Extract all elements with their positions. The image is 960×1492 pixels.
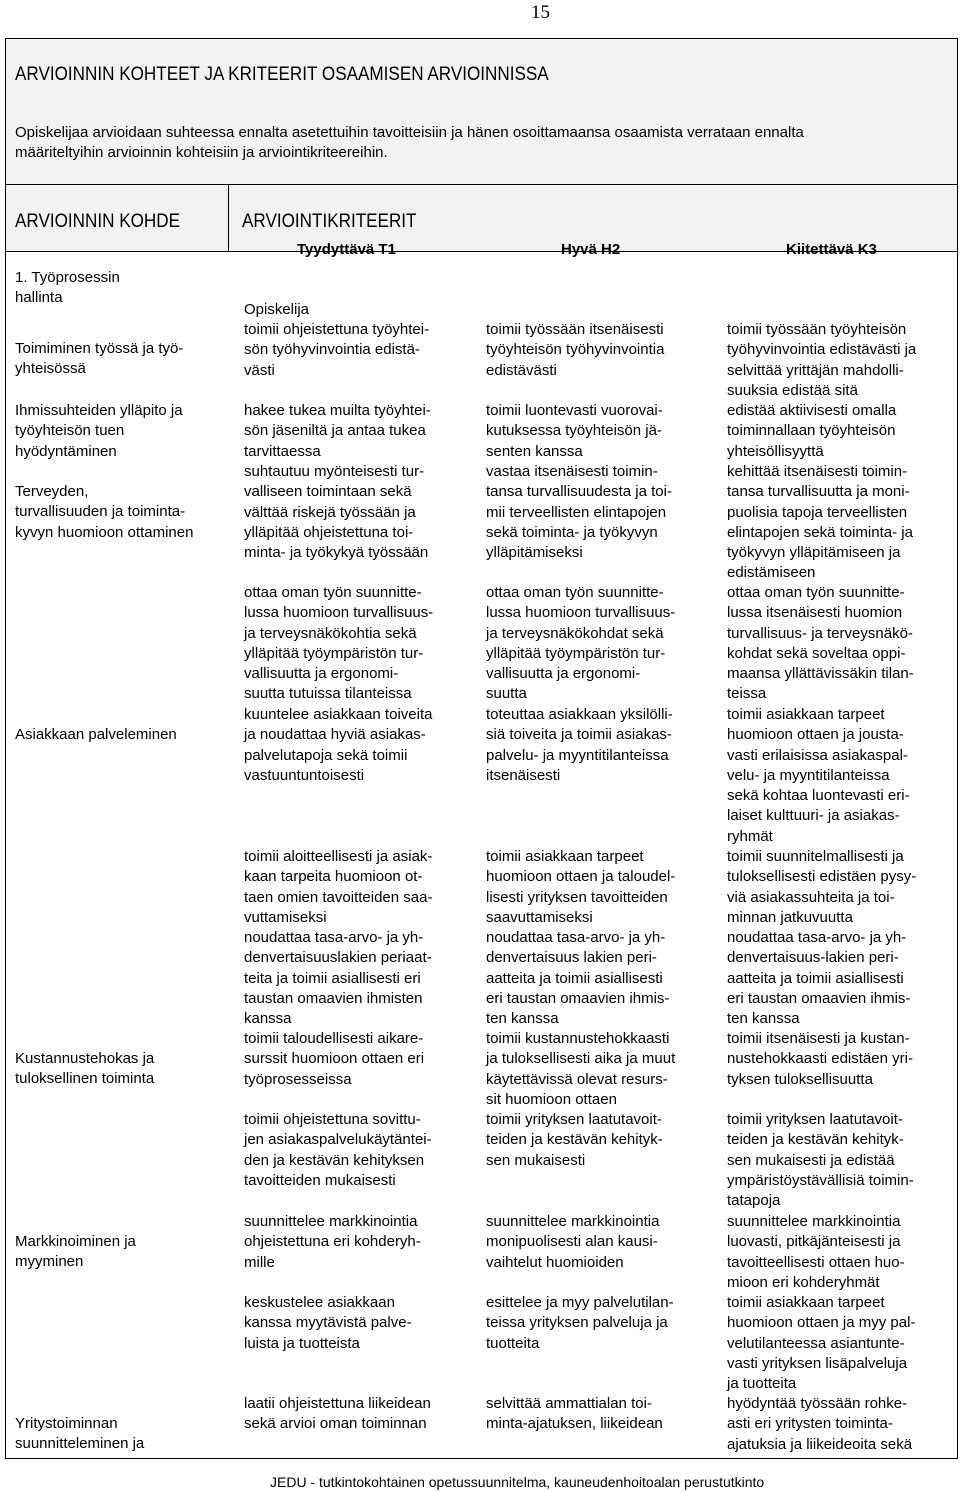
text-line: velutilanteessa asiantunte- (727, 1334, 905, 1352)
text-line: hyödyntäminen (15, 442, 117, 460)
text-line: minnan jatkuvuutta (727, 908, 853, 926)
text-line: aatteita ja toimii asiallisesti (486, 969, 663, 987)
text-line: ja terveysnäkökohdat sekä (486, 624, 664, 642)
column-divider (228, 184, 229, 251)
text-line: toimii asiakkaan tarpeet (727, 1294, 885, 1311)
level-k3-header: Kiitettävä K3 (786, 241, 877, 258)
text-line: huomioon ottaen ja jousta- (727, 726, 904, 744)
text-line: mioon eri kohderyhmät (727, 1273, 880, 1291)
criteria-cell-t1 (244, 1212, 421, 1273)
criteria-cell-h2 (486, 1029, 675, 1110)
text-line: kohdat sekä soveltaa oppi- (727, 644, 906, 662)
text-line: ohjeistettuna eri kohderyh- (244, 1233, 421, 1251)
text-line: ja tuotteita (727, 1375, 797, 1393)
text-line: toteuttaa asiakkaan yksilölli- (486, 706, 673, 723)
text-line: tuloksellisesti edistäen pysy- (727, 868, 917, 886)
text-line: velu- ja myyntitilanteissa (727, 766, 890, 784)
text-line: teissa (727, 685, 767, 703)
text-line: tuloksellinen toiminta (15, 1070, 155, 1088)
criteria-cell-h2 (486, 320, 664, 381)
text-line: nustehokkaasti edistäen yri- (727, 1050, 913, 1068)
text-line: toimii aloitteellisesti ja asiak- (244, 848, 433, 865)
criteria-cell-t1 (244, 705, 432, 786)
text-line: yhteisössä (15, 360, 86, 378)
text-line: sön työhyvinvointia edistä- (244, 341, 420, 359)
text-line: selvittää ammattialan toi- (486, 1395, 652, 1412)
assessment-target (15, 482, 193, 543)
criteria-cell-h2 (486, 583, 675, 705)
text-line: maansa yllättävissäkin tilan- (727, 665, 914, 683)
text-line: toimii asiakkaan tarpeet (727, 706, 885, 723)
text-line: keskustelee asiakkaan (244, 1294, 395, 1311)
text-line: hakee tukea muilta työyhtei- (244, 402, 431, 419)
text-line: ylläpitämiseksi (486, 544, 583, 562)
text-line: sekä toiminta- ja työkyvyn (486, 523, 658, 541)
text-line: turvallisuuden ja toiminta- (15, 503, 186, 521)
criteria-cell-k3 (727, 1394, 912, 1455)
assessment-target (15, 1414, 144, 1455)
text-line: sön jäseniltä ja antaa tukea (244, 422, 426, 440)
criteria-cell-h2 (486, 847, 675, 928)
text-line: jen asiakaspalvelukäytäntei- (244, 1131, 432, 1149)
text-line: noudattaa tasa-arvo- ja yh- (244, 929, 424, 946)
criteria-cell-k3 (727, 1029, 913, 1090)
text-line: vasti yrityksen lisäpalveluja (727, 1354, 908, 1372)
text-line: huomioon ottaen ja taloudel- (486, 868, 676, 886)
text-line: suutta (486, 685, 527, 703)
text-line: palvelu- ja myyntitilanteissa (486, 746, 669, 764)
intro-text (15, 123, 950, 163)
criteria-cell-t1 (244, 462, 428, 563)
criteria-cell-k3 (727, 928, 910, 1029)
text-line: Markkinoiminen ja (15, 1233, 136, 1250)
criteria-cell-k3 (727, 1110, 914, 1211)
text-line: toimii itsenäisesti ja kustan- (727, 1030, 910, 1047)
text-line: aatteita ja toimii asiallisesti (727, 969, 904, 987)
text-line: kuuntelee asiakkaan toiveita (244, 706, 433, 723)
text-line: vallisuutta ja ergonomi- (486, 665, 641, 683)
text-line: saavuttamiseksi (486, 908, 593, 926)
text-line: kanssa myytävistä palve- (244, 1314, 412, 1332)
assessment-target (15, 339, 183, 380)
text-line: ottaa oman työn suunnitte- (486, 584, 664, 601)
criteria-cell-k3 (727, 1293, 915, 1394)
text-line: palvelutapoja sekä toimii (244, 746, 408, 764)
text-line: Yritystoiminnan (15, 1415, 118, 1432)
text-line: suunnittelee markkinointia (486, 1213, 660, 1230)
text-line: suunnittelee markkinointia (244, 1213, 418, 1230)
text-line: ylläpitää työympäristön tur- (486, 644, 666, 662)
text-line: asti eri yritysten toiminta- (727, 1415, 893, 1433)
text-line: edistää aktiivisesti omalla (727, 402, 897, 419)
text-line: taustan omaavien ihmisten (244, 989, 423, 1007)
text-line: minta- ja työkykyä työssään (244, 544, 429, 562)
text-line: selvittää yrittäjän mahdolli- (727, 361, 904, 379)
criteria-cell-k3 (727, 847, 916, 928)
criteria-cell-k3 (727, 705, 910, 847)
criteria-cell-t1 (244, 320, 429, 381)
criteria-cell-k3 (727, 1212, 905, 1293)
text-line: puolisia tapoja terveellisten (727, 503, 908, 521)
text-line: teiden ja kestävän kehityk- (727, 1131, 904, 1149)
text-line: työyhteisön tuen (15, 422, 125, 440)
text-line: denvertaisuuslakien periaat- (244, 949, 432, 967)
criteria-cell-k3 (727, 583, 914, 705)
text-line: vaihtelut huomioiden (486, 1253, 624, 1271)
text-line: senten kanssa (486, 442, 583, 460)
text-line: työkyvyn ylläpitämiseen ja (727, 544, 901, 562)
text-line: toimii ohjeistettuna sovittu- (244, 1111, 421, 1128)
text-line: laiset kulttuuri- ja asiakas- (727, 807, 900, 825)
text-line: hallinta (15, 289, 63, 307)
text-line: toimii ohjeistettuna työyhtei- (244, 321, 430, 338)
criteria-cell-h2 (486, 1293, 674, 1354)
text-line: sit huomioon ottaen (486, 1090, 617, 1108)
text-line: toimii kustannustehokkaasti (486, 1030, 670, 1047)
text-line: kaan tarpeita huomioon ot- (244, 868, 423, 886)
text-line: eri taustan omaavien ihmis- (727, 989, 911, 1007)
text-line: minta-ajatuksen, liikeidean (486, 1415, 663, 1433)
text-line: ryhmät (727, 827, 773, 845)
text-line: sen mukaisesti ja edistää (727, 1151, 895, 1169)
text-line: sekä kohtaa luontevasti eri- (727, 787, 910, 805)
criteria-cell-t1 (244, 1394, 431, 1435)
student-label: Opiskelija (244, 301, 310, 318)
text-line: toimii työssään työyhteisön (727, 321, 907, 338)
text-line: noudattaa tasa-arvo- ja yh- (486, 929, 666, 946)
criteria-cell-t1 (244, 847, 432, 928)
text-line: kutuksessa työyhteisön jä- (486, 422, 662, 440)
text-line: valliseen toimintaan sekä (244, 483, 412, 501)
text-line: vastuuntuntoisesti (244, 766, 365, 784)
text-line: teiden ja kestävän kehityk- (486, 1131, 663, 1149)
text-line: laatii ohjeistettuna liikeidean (244, 1395, 431, 1412)
criteria-cell-h2 (486, 1110, 663, 1171)
text-line: työyhteisön työhyvinvointia (486, 341, 665, 359)
assessment-target (15, 268, 120, 309)
criteria-cell-t1 (244, 583, 433, 705)
text-line: tansa turvallisuutta ja moni- (727, 483, 910, 501)
text-line: työprosesseissa (244, 1070, 352, 1088)
intro-line: määriteltyihin arvioinnin kohteisiin ja arviointikriteereihin. (15, 144, 388, 161)
text-line: tavoitteellisesti ottaen huo- (727, 1253, 905, 1271)
text-line: lisesti yrityksen tavoitteiden (486, 888, 668, 906)
text-line: denvertaisuus lakien peri- (486, 949, 657, 967)
text-line: huomioon ottaen ja myy pal- (727, 1314, 916, 1332)
text-line: edistämiseen (727, 564, 816, 582)
criteria-cell-h2 (486, 705, 673, 786)
text-line: turvallisuus- ja terveysnäkö- (727, 624, 913, 642)
assessment-target (15, 725, 177, 745)
text-line: toimii yrityksen laatutavoit- (486, 1111, 662, 1128)
text-line: 1. Työprosessin (15, 269, 120, 286)
text-line: ajatuksia ja liikeideoita sekä (727, 1435, 913, 1453)
text-line: itsenäisesti (486, 766, 561, 784)
text-line: luovasti, pitkäjänteisesti ja (727, 1233, 901, 1251)
text-line: esittelee ja myy palvelutilan- (486, 1294, 674, 1311)
text-line: hyödyntää työssään rohke- (727, 1395, 908, 1412)
text-line: lussa itsenäisesti huomion (727, 604, 903, 622)
text-line: surssit huomioon ottaen eri (244, 1050, 425, 1068)
text-line: toimii luontevasti vuorovai- (486, 402, 663, 419)
intro-line: Opiskelijaa arvioidaan suhteessa ennalta asetettuihin tavoitteisiin ja hänen osoittamaansa osaamista verrataan ennalta (15, 124, 804, 141)
text-line: viä asiakassuhteita ja toi- (727, 888, 895, 906)
text-line: monipuolisesti alan kausi- (486, 1233, 658, 1251)
section-heading: ARVIOINNIN KOHTEET JA KRITEERIT OSAAMISEN ARVIOINNISSA (15, 64, 549, 85)
text-line: elintapojen sekä toiminta- ja (727, 523, 913, 541)
text-line: mii terveellisten elintapojen (486, 503, 667, 521)
text-line: teissa yrityksen palveluja ja (486, 1314, 668, 1332)
text-line: kyvyn huomioon ottaminen (15, 523, 194, 541)
page-number: 15 (531, 2, 550, 23)
text-line: teita ja toimii asiallisesti eri (244, 969, 421, 987)
page-footer: JEDU - tutkintokohtainen opetussuunnitelma, kauneudenhoitoalan perustutkinto (270, 1474, 765, 1490)
text-line: Ihmissuhteiden ylläpito ja (15, 402, 183, 419)
text-line: denvertaisuus-lakien peri- (727, 949, 899, 967)
text-line: Terveyden, (15, 483, 89, 500)
text-line: toimii yrityksen laatutavoit- (727, 1111, 903, 1128)
text-line: edistävästi (486, 361, 557, 379)
text-line: suunnitteleminen ja (15, 1435, 145, 1453)
text-line: vuttamiseksi (244, 908, 327, 926)
text-line: sekä arvioi oman toiminnan (244, 1415, 427, 1433)
text-line: västi (244, 361, 275, 379)
text-line: noudattaa tasa-arvo- ja yh- (727, 929, 907, 946)
text-line: välttää riskejä työssään ja (244, 503, 416, 521)
text-line: ten kanssa (486, 1010, 559, 1028)
text-line: käytettävissä olevat resurs- (486, 1070, 668, 1088)
text-line: eri taustan omaavien ihmis- (486, 989, 670, 1007)
divider (6, 184, 957, 185)
text-line: tyksen tuloksellisuutta (727, 1070, 873, 1088)
text-line: suutta tutuissa tilanteissa (244, 685, 412, 703)
text-line: ja terveysnäkökohtia sekä (244, 624, 417, 642)
level-h2-header: Hyvä H2 (561, 241, 621, 258)
text-line: mille (244, 1253, 275, 1271)
text-line: myyminen (15, 1253, 84, 1271)
text-line: ottaa oman työn suunnitte- (244, 584, 422, 601)
criteria-cell-k3 (727, 320, 916, 401)
text-line: tansa turvallisuudesta ja toi- (486, 483, 672, 501)
criteria-cell-h2 (486, 1212, 659, 1273)
text-line: ja noudattaa hyviä asiakas- (244, 726, 426, 744)
text-line: Kustannustehokas ja (15, 1050, 155, 1067)
assessment-target (15, 1049, 154, 1090)
criteria-cell-h2 (486, 401, 663, 462)
criteria-cell-t1 (244, 401, 431, 462)
criteria-cell-k3 (727, 401, 896, 462)
text-line: Asiakkaan palveleminen (15, 726, 177, 743)
text-line: kanssa (244, 1010, 292, 1028)
text-line: suhtautuu myönteisesti tur- (244, 463, 425, 480)
text-line: ten kanssa (727, 1010, 800, 1028)
text-line: toiminnallaan työyhteisön (727, 422, 896, 440)
criteria-cell-t1 (244, 1029, 424, 1090)
text-line: den ja kestävän kehityksen (244, 1151, 425, 1169)
text-line: ylläpitää työympäristön tur- (244, 644, 424, 662)
level-t1-header: Tyydyttävä T1 (297, 241, 396, 258)
text-line: ja tuloksellisesti aika ja muut (486, 1050, 676, 1068)
text-line: yhteisöllisyyttä (727, 442, 824, 460)
criteria-cell-h2 (486, 462, 672, 563)
text-line: toimii asiakkaan tarpeet (486, 848, 644, 865)
text-line: vastaa itsenäisesti toimin- (486, 463, 658, 480)
column-head-criteria: ARVIOINTIKRITEERIT (242, 211, 417, 232)
text-line: sen mukaisesti (486, 1151, 586, 1169)
assessment-target (15, 1232, 136, 1273)
text-line: ylläpitää ohjeistettuna toi- (244, 523, 414, 541)
text-line: ottaa oman työn suunnitte- (727, 584, 905, 601)
text-line: toimii taloudellisesti aikare- (244, 1030, 424, 1047)
text-line: lussa huomioon turvallisuus- (244, 604, 434, 622)
text-line: lussa huomioon turvallisuus- (486, 604, 676, 622)
text-line: Toimiminen työssä ja työ- (15, 340, 184, 357)
criteria-cell-h2 (486, 928, 669, 1029)
text-line: tarvittaessa (244, 442, 321, 460)
text-line: tavoitteiden mukaisesti (244, 1171, 396, 1189)
text-line: siä toiveita ja toimii asiakas- (486, 726, 672, 744)
text-line: toimii suunnitelmallisesti ja (727, 848, 904, 865)
text-line: vallisuutta ja ergonomi- (244, 665, 399, 683)
column-head-target: ARVIOINNIN KOHDE (15, 211, 181, 232)
text-line: ympäristöystävällisiä toimin- (727, 1171, 914, 1189)
text-line: vasti erilaisissa asiakaspal- (727, 746, 908, 764)
text-line: toimii työssään itsenäisesti (486, 321, 664, 338)
text-line: taen omien tavoitteiden saa- (244, 888, 433, 906)
text-line: tuotteita (486, 1334, 540, 1352)
text-line: luista ja tuotteista (244, 1334, 360, 1352)
text-line: kehittää itsenäisesti toimin- (727, 463, 908, 480)
text-line: suuksia edistää sitä (727, 381, 858, 399)
criteria-cell-t1 (244, 1293, 412, 1354)
text-line: tatapoja (727, 1192, 781, 1210)
text-line: työhyvinvointia edistävästi ja (727, 341, 917, 359)
assessment-target (15, 401, 183, 462)
text-line: suunnittelee markkinointia (727, 1213, 901, 1230)
criteria-cell-t1 (244, 1110, 432, 1191)
criteria-cell-h2 (486, 1394, 663, 1435)
criteria-cell-k3 (727, 462, 913, 584)
criteria-cell-t1 (244, 928, 432, 1029)
